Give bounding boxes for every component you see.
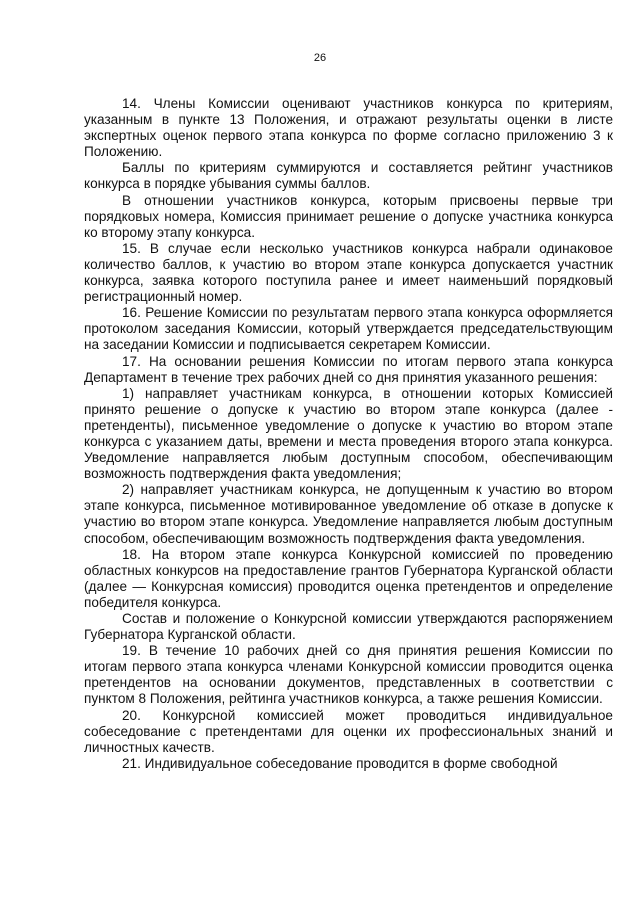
- paragraph-18: 18. На втором этапе конкурса Конкурсной комиссией по проведению областных конкурсов на предоставление грантов Губернатора Курганской области (далее — Конкурсная комиссия) проводится оценка претендентов и определение победителя конкурса.: [84, 546, 613, 610]
- page-number: 26: [313, 52, 327, 64]
- paragraph-21: 21. Индивидуальное собеседование проводится в форме свободной: [122, 755, 558, 771]
- paragraph-17-item-2: 2) направляет участникам конкурса, не допущенным к участию во втором этапе конкурса, письменное мотивированное уведомление об отказе в допуске к участию во втором этапе конкурса. Уведомление направляется любым доступным способом, обеспечивающим возможность подтверждения факта уведомления.: [84, 482, 613, 546]
- paragraph-scores-summed: Баллы по критериям суммируются и составляется рейтинг участников конкурса в порядке убывания суммы баллов.: [84, 160, 613, 192]
- paragraph-17-item-1: 1) направляет участникам конкурса, в отношении которых Комиссией принято решение о допуске к участию во втором этапе конкурса (далее - претенденты), письменное уведомление о допуске к участию во втором этапе конкурса с указанием даты, времени и места проведения второго этапа конкурса. Уведомление направляется любым доступным способом, обеспечивающим возможность подтверждения факта уведомления;: [84, 385, 613, 482]
- paragraph-top-three: В отношении участников конкурса, которым присвоены первые три порядковых номера, Комиссия принимает решение о допуске участника конкурса ко второму этапу конкурса.: [84, 192, 613, 240]
- paragraph-20: 20. Конкурсной комиссией может проводиться индивидуальное собеседование с претендентами для оценки их профессиональных знаний и личностных качеств.: [84, 707, 613, 755]
- document-body: [84, 96, 613, 772]
- paragraph-17: 17. На основании решения Комиссии по итогам первого этапа конкурса Департамент в течение трех рабочих дней со дня принятия указанного решения:: [84, 353, 613, 385]
- paragraph-15: 15. В случае если несколько участников конкурса набрали одинаковое количество баллов, к участию во втором этапе конкурса допускается участник конкурса, заявка которого поступила ранее и имеет наименьший порядковый регистрационный номер.: [84, 240, 613, 305]
- paragraph-16: 16. Решение Комиссии по результатам первого этапа конкурса оформляется протоколом заседания Комиссии, который утверждается председательствующим на заседании Комиссии и подписывается секретарем Комиссии.: [84, 305, 613, 353]
- paragraph-commission-composition: Состав и положение о Конкурсной комиссии утверждаются распоряжением Губернатора Курганской области.: [84, 611, 613, 643]
- paragraph-19: 19. В течение 10 рабочих дней со дня принятия решения Комиссии по итогам первого этапа конкурса членами Конкурсной комиссии проводится оценка претендентов на основании документов, представленных в соответствии с пунктом 8 Положения, рейтинга участников конкурса, а также решения Комиссии.: [84, 643, 613, 707]
- paragraph-14: 14. Члены Комиссии оценивают участников конкурса по критериям, указанным в пункте 13 Положения, и отражают результаты оценки в листе экспертных оценок первого этапа конкурса по форме согласно приложению 3 к Положению.: [84, 96, 613, 160]
